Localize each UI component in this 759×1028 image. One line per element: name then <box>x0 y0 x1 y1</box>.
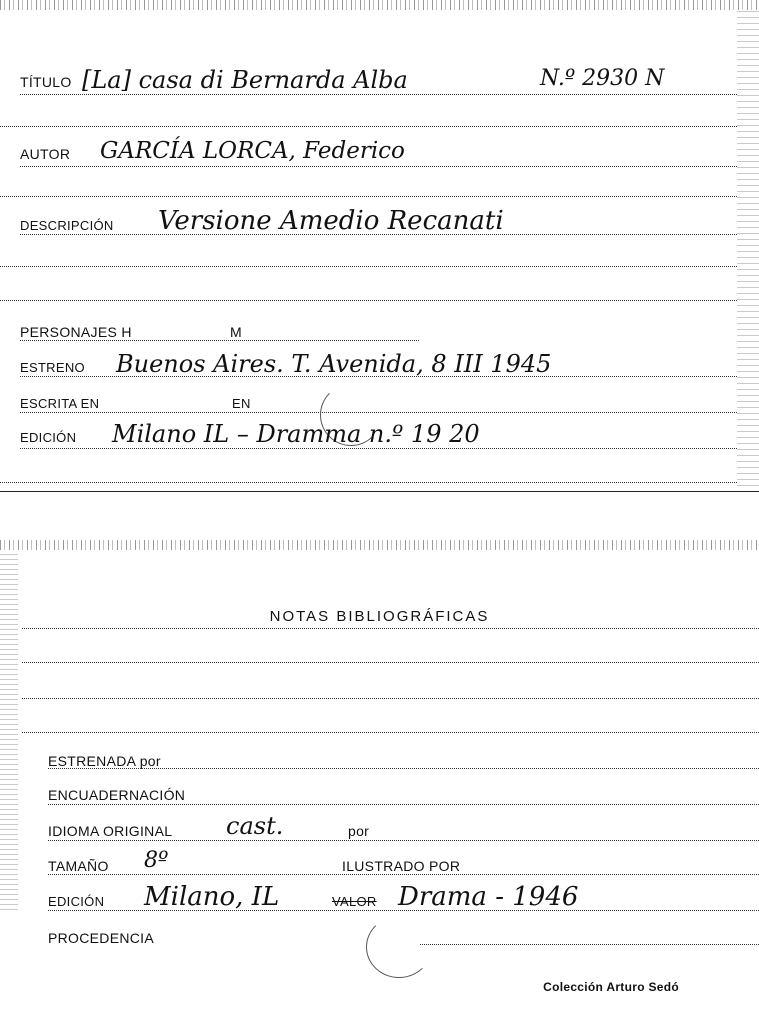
edicion-back-value: Milano, IL <box>144 882 280 912</box>
rule <box>48 804 759 805</box>
rule <box>20 166 737 167</box>
rule <box>22 698 759 699</box>
rule <box>0 126 737 127</box>
catalog-card-front <box>0 0 759 492</box>
encuadernacion-label: ENCUADERNACIÓN <box>48 787 186 803</box>
idioma-value: cast. <box>226 812 284 840</box>
card-right-edge <box>737 10 759 492</box>
stamp-mark <box>366 916 432 978</box>
tamano-value: 8º <box>144 848 169 873</box>
rule <box>0 196 737 197</box>
escrita-en-label: EN <box>232 396 251 411</box>
valor-value: Drama - 1946 <box>398 882 579 912</box>
rule <box>48 768 759 769</box>
card-number: N.º 2930 N <box>540 66 665 91</box>
ilustrado-label: ILUSTRADO POR <box>342 858 461 874</box>
rule <box>20 94 737 95</box>
rule <box>0 300 737 301</box>
rule <box>48 874 759 875</box>
tamano-label: TAMAÑO <box>48 858 109 874</box>
card-bottom-edge <box>0 491 759 492</box>
valor-label: VALOR <box>332 894 377 909</box>
rule <box>22 628 759 629</box>
card-left-edge <box>0 550 18 910</box>
card-top-edge <box>0 540 759 550</box>
personajes-label: PERSONAJES H <box>20 324 132 340</box>
rule <box>20 376 737 377</box>
estrenada-label: ESTRENADA por <box>48 753 161 769</box>
rule <box>48 910 759 911</box>
rule <box>20 234 737 235</box>
rule <box>22 732 759 733</box>
descripcion-label: DESCRIPCIÓN <box>20 218 114 233</box>
rule <box>22 662 759 663</box>
edicion-back-label: EDICIÓN <box>48 894 105 909</box>
card-top-edge <box>0 0 759 10</box>
idioma-label: IDIOMA ORIGINAL <box>48 823 173 839</box>
rule <box>0 266 737 267</box>
descripcion-value: Versione Amedio Recanati <box>158 206 504 236</box>
rule <box>0 482 737 483</box>
titulo-label: TÍTULO <box>20 74 72 90</box>
notas-header: NOTAS BIBLIOGRÁFICAS <box>269 608 490 625</box>
rule <box>420 944 759 945</box>
escrita-label: ESCRITA EN <box>20 396 100 411</box>
autor-value: GARCÍA LORCA, Federico <box>100 138 405 164</box>
procedencia-label: PROCEDENCIA <box>48 930 154 946</box>
personajes-m-label: M <box>230 324 242 340</box>
collection-credit: Colección Arturo Sedó <box>543 980 679 994</box>
idioma-por-label: por <box>348 823 370 839</box>
titulo-value: [La] casa di Bernarda Alba <box>82 66 408 94</box>
rule <box>48 840 759 841</box>
estreno-value: Buenos Aires. T. Avenida, 8 III 1945 <box>116 350 552 378</box>
rule <box>20 448 737 449</box>
edicion-label: EDICIÓN <box>20 430 77 445</box>
estreno-label: ESTRENO <box>20 360 85 375</box>
autor-label: AUTOR <box>20 146 71 162</box>
edicion-value: Milano IL – Dramma n.º 19 20 <box>112 420 480 448</box>
rule <box>20 340 419 341</box>
